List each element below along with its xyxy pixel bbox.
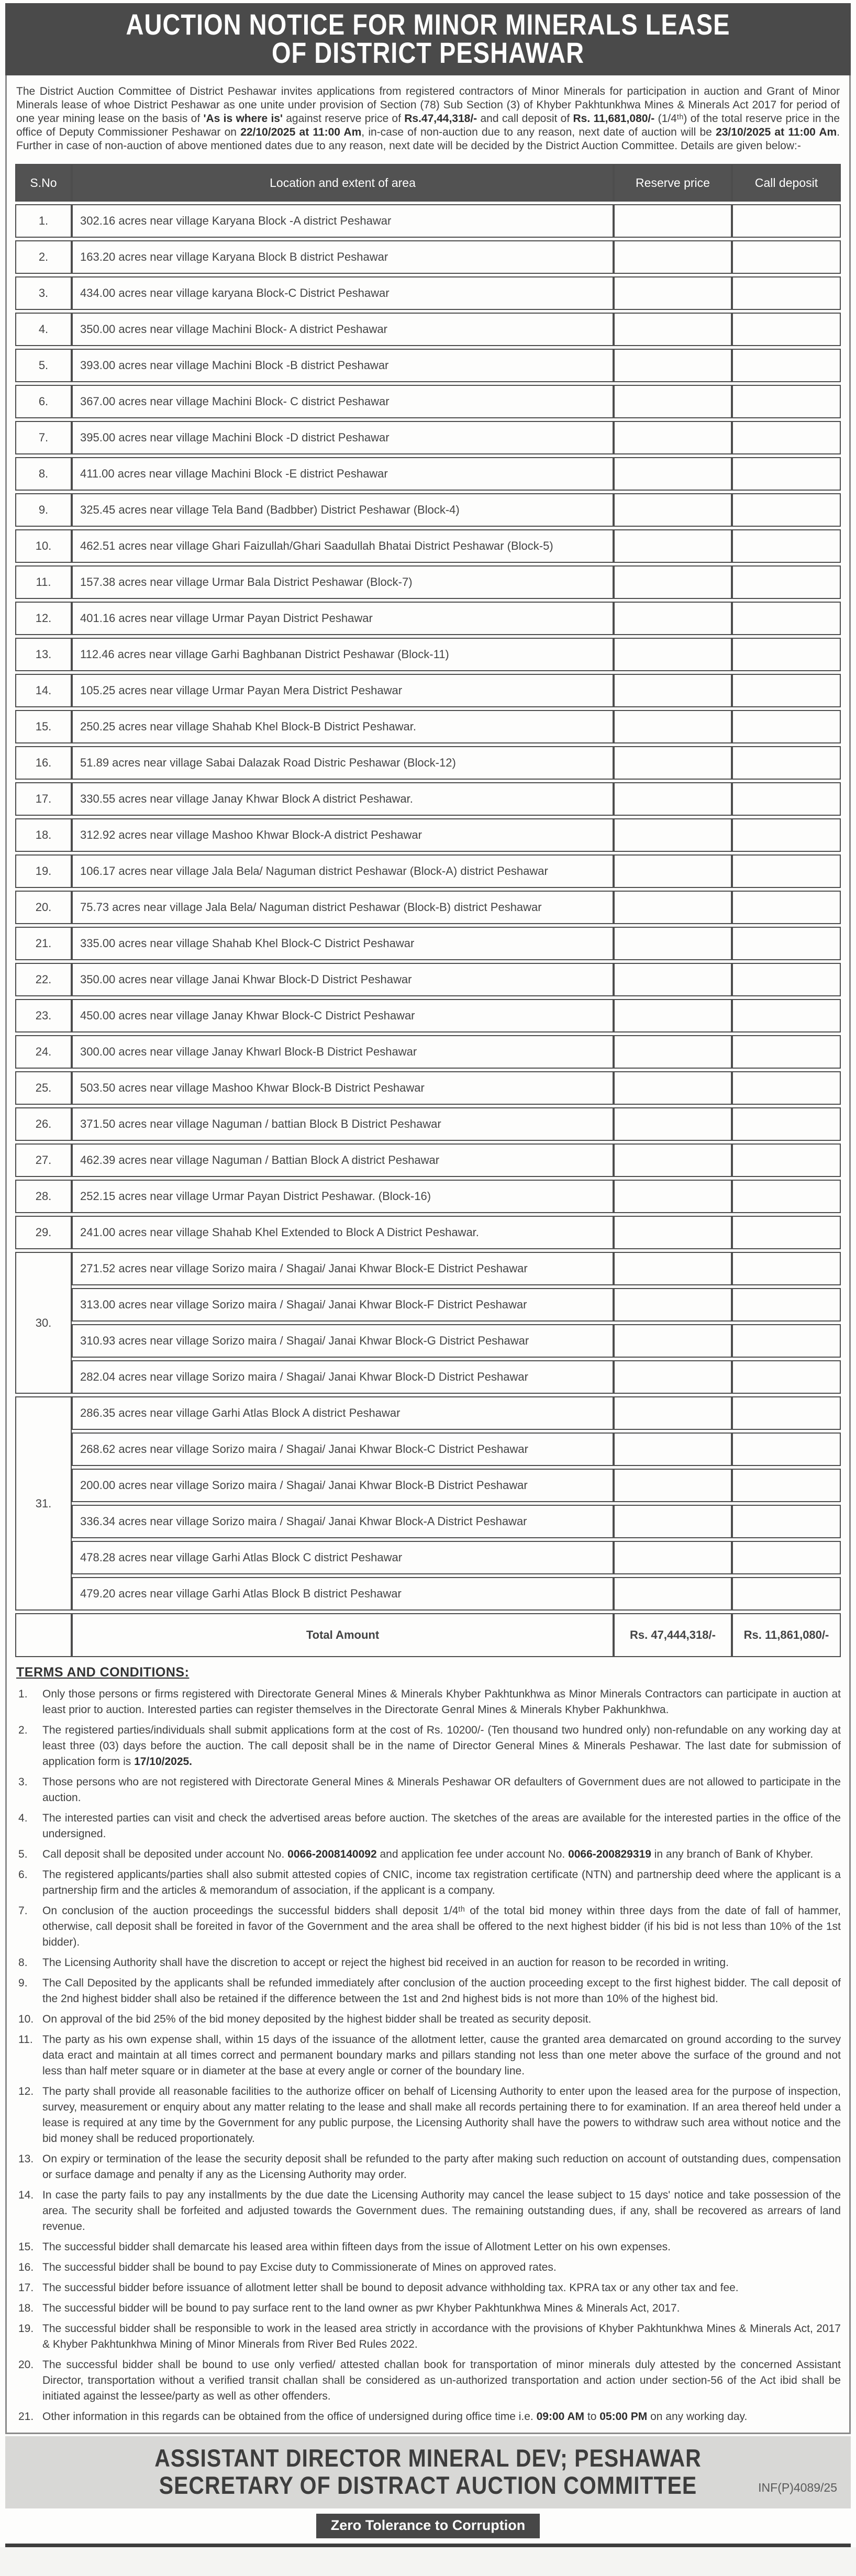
lot-serial-cell: 17. [15, 782, 72, 816]
signature-bar [5, 2436, 851, 2508]
lot-serial-cell: 20. [15, 891, 72, 924]
lot-call-deposit-cell [732, 349, 841, 382]
lot-call-deposit-cell [732, 1107, 841, 1141]
lot-reserve-price-cell [614, 1035, 732, 1069]
lot-reserve-price-cell [614, 1360, 732, 1394]
table-row [15, 1035, 841, 1069]
table-row [15, 1577, 841, 1611]
lot-location-cell: 200.00 acres near village Sorizo maira / Shagai/ Janai Khwar Block-B District Peshawar [72, 1469, 614, 1502]
lot-serial-cell: 6. [15, 385, 72, 418]
lot-location-cell: 250.25 acres near village Shahab Khel Block-B District Peshawar. [72, 710, 614, 743]
page-title-line2: OF DISTRICT PESHAWAR [271, 36, 585, 69]
lot-reserve-price-cell [614, 565, 732, 599]
lot-reserve-price-cell [614, 1143, 732, 1177]
table-row [15, 349, 841, 382]
term-item: The Licensing Authority shall have the discretion to accept or reject the highest bid received in an auction for reason to be recorded in writing. [42, 1957, 729, 1969]
lot-reserve-price-cell [614, 999, 732, 1032]
lot-reserve-price-cell [614, 1288, 732, 1322]
table-row [15, 1469, 841, 1502]
lot-call-deposit-cell [732, 313, 841, 346]
column-header-reserve-price: Reserve price [614, 164, 732, 202]
table-row [15, 1324, 841, 1358]
lot-call-deposit-cell [732, 1180, 841, 1213]
lot-serial-cell: 31. [15, 1396, 72, 1611]
lots-table [15, 161, 841, 1660]
lot-serial-cell: 22. [15, 963, 72, 996]
lot-location-cell: 371.50 acres near village Naguman / battian Block B District Peshawar [72, 1107, 614, 1141]
lot-reserve-price-cell [614, 385, 732, 418]
lot-call-deposit-cell [732, 1469, 841, 1502]
lot-location-cell: 75.73 acres near village Jala Bela/ Naguman district Peshawar (Block-B) district Peshawar [72, 891, 614, 924]
lot-call-deposit-cell [732, 710, 841, 743]
table-row [15, 710, 841, 743]
lot-reserve-price-cell [614, 963, 732, 996]
page-title-line1: AUCTION NOTICE FOR MINOR MINERALS LEASE [126, 8, 730, 41]
term-item: The successful bidder before issuance of allotment letter shall be bound to deposit advance withholding tax. KPRA tax or any other tax and fee. [42, 2282, 739, 2294]
table-row [15, 276, 841, 310]
lot-location-cell: 478.28 acres near village Garhi Atlas Block C district Peshawar [72, 1541, 614, 1574]
bottom-rule [5, 2544, 851, 2547]
lot-serial-cell: 8. [15, 457, 72, 491]
notice-body-frame [5, 75, 851, 2434]
lot-location-cell: 330.55 acres near village Janay Khwar Block A district Peshawar. [72, 782, 614, 816]
lot-call-deposit-cell [732, 638, 841, 671]
lot-serial-cell: 13. [15, 638, 72, 671]
lot-reserve-price-cell [614, 204, 732, 238]
total-call-deposit: Rs. 11,861,080/- [732, 1613, 841, 1657]
table-row [15, 999, 841, 1032]
term-item: The party shall provide all reasonable facilities to the authorize officer on behalf of Licensing Authority to enter upon the leased area for the purpose of inspection, survey, measurement or enquiry about any matter relating to the lease and shall make all records pertaining there to for examination. If an area thereof held under a lease is required at any time by the Government for any public purpose, the Licensing Authority shall have the powers to withdraw such area without notice and the bid money shall be reduced proportionately. [42, 2085, 841, 2145]
lot-location-cell: 241.00 acres near village Shahab Khel Extended to Block A District Peshawar. [72, 1216, 614, 1249]
lot-call-deposit-cell [732, 818, 841, 852]
term-item: The successful bidder will be bound to pay surface rent to the land owner as pwr Khyber Pakhtunkhwa Mines & Minerals Act, 2017. [42, 2302, 680, 2314]
table-row [15, 457, 841, 491]
lot-reserve-price-cell [614, 1433, 732, 1466]
lot-reserve-price-cell [614, 1324, 732, 1358]
lot-reserve-price-cell [614, 457, 732, 491]
lot-serial-cell: 30. [15, 1252, 72, 1394]
slogan-banner: Zero Tolerance to Corruption [316, 2514, 540, 2538]
table-row [15, 854, 841, 888]
lot-call-deposit-cell [732, 1360, 841, 1394]
table-row [15, 421, 841, 454]
term-item: On expiry or termination of the lease the security deposit shall be refunded to the party after making such reduction on account of outstanding dues, compensation or surface damage and penalty if any as the Licensing Authority may order. [42, 2153, 841, 2181]
signatory-title-line2: SECRETARY OF DISTRACT AUCTION COMMITTEE [159, 2471, 697, 2500]
lot-reserve-price-cell [614, 782, 732, 816]
lot-serial-cell: 18. [15, 818, 72, 852]
lot-call-deposit-cell [732, 276, 841, 310]
term-item: The party as his own expense shall, within 15 days of the issuance of the allotment letter, cause the granted area demarcated on ground according to the survey data eract and maintain at all times correct and permanent boundary marks and pillars standing not less than one meter above the surface of the ground and not less than half meter square or in diameter at the base at every angle or corner of the boundary line. [42, 2034, 841, 2077]
terms-section [15, 1665, 841, 2425]
notice-header-bar [5, 3, 851, 75]
lot-call-deposit-cell [732, 421, 841, 454]
lot-serial-cell: 11. [15, 565, 72, 599]
lot-reserve-price-cell [614, 746, 732, 780]
lot-reserve-price-cell [614, 927, 732, 960]
lot-serial-cell: 26. [15, 1107, 72, 1141]
lot-reserve-price-cell [614, 313, 732, 346]
table-row [15, 240, 841, 274]
lot-call-deposit-cell [732, 999, 841, 1032]
lot-call-deposit-cell [732, 1035, 841, 1069]
term-item: In case the party fails to pay any installments by the due date the Licensing Authority may cancel the lease subject to 15 days' notice and take possession of the area. The security shall be forfeited and adjusted towards the Government dues. The remaining outstanding dues, if any, shall be recovered as arrears of land revenue. [42, 2189, 841, 2233]
lot-call-deposit-cell [732, 891, 841, 924]
lot-reserve-price-cell [614, 854, 732, 888]
lot-location-cell: 51.89 acres near village Sabai Dalazak Road Distric Peshawar (Block-12) [72, 746, 614, 780]
lot-reserve-price-cell [614, 1469, 732, 1502]
lot-call-deposit-cell [732, 1216, 841, 1249]
signatory-title-line1: ASSISTANT DIRECTOR MINERAL DEV; PESHAWAR [154, 2444, 702, 2472]
table-row [15, 1071, 841, 1105]
term-item: Those persons who are not registered with Directorate General Mines & Minerals Peshawar OR defaulters of Government dues are not allowed to participate in the auction. [42, 1776, 841, 1804]
column-header-call-deposit: Call deposit [732, 164, 841, 202]
total-label: Total Amount [72, 1613, 614, 1657]
term-item: The successful bidder shall demarcate his leased area within fifteen days from the issue of Allotment Letter on his own expenses. [42, 2241, 671, 2253]
table-row [15, 1180, 841, 1213]
lot-reserve-price-cell [614, 674, 732, 707]
term-item: The registered applicants/parties shall also submit attested copies of CNIC, income tax registration certificate (NTN) and partnership deed where the applicant is a partnership firm and the articles & memorandum of association, if the applicant is a company. [42, 1869, 841, 1896]
table-row [15, 1107, 841, 1141]
lot-location-cell: 336.34 acres near village Sorizo maira / Shagai/ Janai Khwar Block-A District Peshawar [72, 1505, 614, 1538]
lot-call-deposit-cell [732, 1143, 841, 1177]
lot-location-cell: 302.16 acres near village Karyana Block -A district Peshawar [72, 204, 614, 238]
lot-reserve-price-cell [614, 276, 732, 310]
lot-location-cell: 434.00 acres near village karyana Block-C District Peshawar [72, 276, 614, 310]
lot-call-deposit-cell [732, 782, 841, 816]
lot-serial-cell: 24. [15, 1035, 72, 1069]
lot-call-deposit-cell [732, 602, 841, 635]
lot-location-cell: 367.00 acres near village Machini Block- C district Peshawar [72, 385, 614, 418]
lot-call-deposit-cell [732, 1396, 841, 1430]
lot-reserve-price-cell [614, 818, 732, 852]
lot-location-cell: 350.00 acres near village Janai Khwar Block-D District Peshawar [72, 963, 614, 996]
lot-call-deposit-cell [732, 204, 841, 238]
lot-reserve-price-cell [614, 638, 732, 671]
table-row [15, 638, 841, 671]
term-item: The successful bidder shall be bound to use only verfied/ attested challan book for transportation of minor minerals duly attested by the concerned Assistant Director, transportation without a verified transit challan shall be considered as un-authorized transportation and action under section-56 of the Act ibid shall be initiated against the lessee/party as well as other offenders. [42, 2359, 841, 2402]
lot-reserve-price-cell [614, 1107, 732, 1141]
lot-location-cell: 393.00 acres near village Machini Block -B district Peshawar [72, 349, 614, 382]
lot-location-cell: 401.16 acres near village Urmar Payan District Peshawar [72, 602, 614, 635]
lot-serial-cell: 1. [15, 204, 72, 238]
lot-serial-cell: 3. [15, 276, 72, 310]
lot-call-deposit-cell [732, 1505, 841, 1538]
term-item: Call deposit shall be deposited under account No. 0066-2008140092 and application fee under account No. 0066-200829319 in any branch of Bank of Khyber. [42, 1848, 814, 1860]
lot-call-deposit-cell [732, 457, 841, 491]
lot-serial-cell: 21. [15, 927, 72, 960]
lot-serial-cell: 28. [15, 1180, 72, 1213]
lot-serial-cell: 4. [15, 313, 72, 346]
term-item: The successful bidder shall be responsible to work in the leased area strictly in accordance with the provisions of Khyber Pakhtunkhwa Mines & Minerals Act, 2017 & Khyber Pakhtunkhwa Mining of Minor Minerals from River Bed Rules 2022. [42, 2323, 841, 2350]
term-item: Other information in this regards can be obtained from the office of undersigned during office time i.e. 09:00 AM to 05:00 PM on any working day. [42, 2411, 748, 2423]
advertisement-ref-number: INF(P)4089/25 [758, 2481, 837, 2494]
lot-reserve-price-cell [614, 891, 732, 924]
lot-reserve-price-cell [614, 421, 732, 454]
lot-location-cell: 312.92 acres near village Mashoo Khwar Block-A district Peshawar [72, 818, 614, 852]
lot-location-cell: 313.00 acres near village Sorizo maira / Shagai/ Janai Khwar Block-F District Peshawar [72, 1288, 614, 1322]
lot-location-cell: 335.00 acres near village Shahab Khel Block-C District Peshawar [72, 927, 614, 960]
lot-reserve-price-cell [614, 1541, 732, 1574]
slogan-row [5, 2508, 851, 2538]
lot-location-cell: 286.35 acres near village Garhi Atlas Block A district Peshawar [72, 1396, 614, 1430]
lot-location-cell: 106.17 acres near village Jala Bela/ Naguman district Peshawar (Block-A) district Peshawar [72, 854, 614, 888]
lot-serial-cell: 9. [15, 493, 72, 527]
term-item: Only those persons or firms registered with Directorate General Mines & Minerals Khyber Pakhtunkhwa as Minor Minerals Contractors can participate in auction at least prior to auction. Interested parties can register themselves in the Directorate Genral Mines & Minerals Khyber Pakhunkhwa. [42, 1688, 841, 1716]
lot-call-deposit-cell [732, 565, 841, 599]
table-row [15, 529, 841, 563]
lot-call-deposit-cell [732, 493, 841, 527]
table-row [15, 1216, 841, 1249]
lot-location-cell: 252.15 acres near village Urmar Payan District Peshawar. (Block-16) [72, 1180, 614, 1213]
term-item: On conclusion of the auction proceedings the successful bidders shall deposit 1/4ᵗʰ of the total bid money within three days from the date of fall of hammer, otherwise, call deposit shall be foreited in favor of the Government and the area shall be offered to the next highest bidder (if his bid is not less than 10% of the 1st bidder). [42, 1905, 841, 1948]
term-item: On approval of the bid 25% of the bid money deposited by the highest bidder shall be treated as security deposit. [42, 2013, 592, 2025]
table-row [15, 565, 841, 599]
lot-reserve-price-cell [614, 710, 732, 743]
term-item: The Call Deposited by the applicants shall be refunded immediately after conclusion of the auction proceeding except to the first highest bidder. The call deposit of the 2nd highest bidder shall also be retained if the difference between the 1st and 2nd highest bids is not more than 10% of the highest bid. [42, 1977, 841, 2005]
lot-reserve-price-cell [614, 602, 732, 635]
lot-reserve-price-cell [614, 1071, 732, 1105]
lot-reserve-price-cell [614, 529, 732, 563]
lot-serial-cell: 29. [15, 1216, 72, 1249]
total-reserve-price: Rs. 47,444,318/- [614, 1613, 732, 1657]
lot-location-cell: 395.00 acres near village Machini Block -D district Peshawar [72, 421, 614, 454]
lot-location-cell: 163.20 acres near village Karyana Block B district Peshawar [72, 240, 614, 274]
terms-list [15, 1686, 841, 2425]
table-row [15, 891, 841, 924]
table-row [15, 1396, 841, 1430]
lot-call-deposit-cell [732, 1541, 841, 1574]
lot-call-deposit-cell [732, 240, 841, 274]
lot-location-cell: 282.04 acres near village Sorizo maira / Shagai/ Janai Khwar Block-D District Peshawar [72, 1360, 614, 1394]
column-header-location: Location and extent of area [72, 164, 614, 202]
lot-call-deposit-cell [732, 674, 841, 707]
table-row [15, 818, 841, 852]
column-header-sno: S.No [15, 164, 72, 202]
table-row [15, 1252, 841, 1285]
term-item: The interested parties can visit and check the advertised areas before auction. The sketches of the areas are available for the interested parties in the office of the undersigned. [42, 1812, 841, 1840]
lot-serial-cell: 5. [15, 349, 72, 382]
table-row [15, 1433, 841, 1466]
lot-location-cell: 450.00 acres near village Janay Khwar Block-C District Peshawar [72, 999, 614, 1032]
lot-location-cell: 462.51 acres near village Ghari Faizullah/Ghari Saadullah Bhatai District Peshawar (Block-5) [72, 529, 614, 563]
lot-reserve-price-cell [614, 1396, 732, 1430]
total-sno-cell [15, 1613, 72, 1657]
table-row [15, 1143, 841, 1177]
lot-call-deposit-cell [732, 1252, 841, 1285]
lot-call-deposit-cell [732, 1324, 841, 1358]
terms-heading: TERMS AND CONDITIONS: [16, 1665, 190, 1680]
table-row [15, 1505, 841, 1538]
lot-serial-cell: 19. [15, 854, 72, 888]
lot-location-cell: 105.25 acres near village Urmar Payan Mera District Peshawar [72, 674, 614, 707]
lot-call-deposit-cell [732, 1577, 841, 1611]
lot-serial-cell: 16. [15, 746, 72, 780]
lot-location-cell: 411.00 acres near village Machini Block -E district Peshawar [72, 457, 614, 491]
lot-serial-cell: 27. [15, 1143, 72, 1177]
lot-table-body [15, 204, 841, 1611]
lot-location-cell: 112.46 acres near village Garhi Baghbanan District Peshawar (Block-11) [72, 638, 614, 671]
lot-serial-cell: 7. [15, 421, 72, 454]
lot-location-cell: 503.50 acres near village Mashoo Khwar Block-B District Peshawar [72, 1071, 614, 1105]
lot-serial-cell: 12. [15, 602, 72, 635]
table-row [15, 204, 841, 238]
lot-call-deposit-cell [732, 746, 841, 780]
lot-call-deposit-cell [732, 927, 841, 960]
lot-location-cell: 271.52 acres near village Sorizo maira / Shagai/ Janai Khwar Block-E District Peshawar [72, 1252, 614, 1285]
table-row [15, 927, 841, 960]
lot-reserve-price-cell [614, 493, 732, 527]
table-row [15, 1288, 841, 1322]
table-row [15, 493, 841, 527]
lot-location-cell: 325.45 acres near village Tela Band (Badbber) District Peshawar (Block-4) [72, 493, 614, 527]
term-item: The successful bidder shall be bound to pay Excise duty to Commissionerate of Mines on approved rates. [42, 2261, 557, 2273]
lot-call-deposit-cell [732, 529, 841, 563]
table-header-row [15, 164, 841, 202]
lot-serial-cell: 15. [15, 710, 72, 743]
table-row [15, 746, 841, 780]
lot-serial-cell: 2. [15, 240, 72, 274]
lot-serial-cell: 14. [15, 674, 72, 707]
lot-serial-cell: 23. [15, 999, 72, 1032]
lot-location-cell: 300.00 acres near village Janay Khwarl Block-B District Peshawar [72, 1035, 614, 1069]
lot-call-deposit-cell [732, 1071, 841, 1105]
lot-serial-cell: 10. [15, 529, 72, 563]
table-row [15, 1541, 841, 1574]
lot-location-cell: 479.20 acres near village Garhi Atlas Block B district Peshawar [72, 1577, 614, 1611]
lot-reserve-price-cell [614, 349, 732, 382]
table-row [15, 782, 841, 816]
lot-location-cell: 310.93 acres near village Sorizo maira / Shagai/ Janai Khwar Block-G District Peshawar [72, 1324, 614, 1358]
lot-reserve-price-cell [614, 1505, 732, 1538]
table-row [15, 963, 841, 996]
term-item: The registered parties/individuals shall submit applications form at the cost of Rs. 10200/- (Ten thousand two hundred only) non-refundable on any working day at least three (03) days before the auction. The call deposit shall be in the name of Director General Mines & Minerals Peshawar. The last date for submission of application form is 17/10/2025. [42, 1724, 841, 1768]
lot-location-cell: 350.00 acres near village Machini Block- A district Peshawar [72, 313, 614, 346]
intro-paragraph: The District Auction Committee of District Peshawar invites applications from registered contractors of Minor Minerals for participation in auction and Grant of Minor Minerals lease of whoe District Peshawar as one unite under provision of Section (78) Sub Section (3) of Khyber Pakhtunkhwa Mines & Minerals Act 2017 for period of one year mining lease on the basis of 'As is where is' against reserve price of Rs.47,44,318/- and call deposit of Rs. 11,681,080/- (1/4ᵗʰ) of the total reserve price in the office of Deputy Commissioner Peshawar on 22/10/2025 at 11:00 Am, in-case of non-auction due to any reason, next date of auction will be 23/10/2025 at 11:00 Am. Further in case of non-auction of above mentioned dates due to any reason, next date will be decided by the District Auction Committee. Details are given below:- [16, 85, 840, 152]
lot-reserve-price-cell [614, 1252, 732, 1285]
lot-location-cell: 268.62 acres near village Sorizo maira / Shagai/ Janai Khwar Block-C District Peshawar [72, 1433, 614, 1466]
lot-reserve-price-cell [614, 1216, 732, 1249]
lot-reserve-price-cell [614, 240, 732, 274]
lot-call-deposit-cell [732, 1288, 841, 1322]
table-row [15, 313, 841, 346]
lot-call-deposit-cell [732, 963, 841, 996]
table-row [15, 1360, 841, 1394]
table-row [15, 674, 841, 707]
table-row [15, 602, 841, 635]
lot-location-cell: 157.38 acres near village Urmar Bala District Peshawar (Block-7) [72, 565, 614, 599]
lot-reserve-price-cell [614, 1180, 732, 1213]
lot-serial-cell: 25. [15, 1071, 72, 1105]
total-row [15, 1613, 841, 1657]
lot-location-cell: 462.39 acres near village Naguman / Battian Block A district Peshawar [72, 1143, 614, 1177]
lot-call-deposit-cell [732, 854, 841, 888]
lot-reserve-price-cell [614, 1577, 732, 1611]
lot-call-deposit-cell [732, 385, 841, 418]
lot-call-deposit-cell [732, 1433, 841, 1466]
table-row [15, 385, 841, 418]
